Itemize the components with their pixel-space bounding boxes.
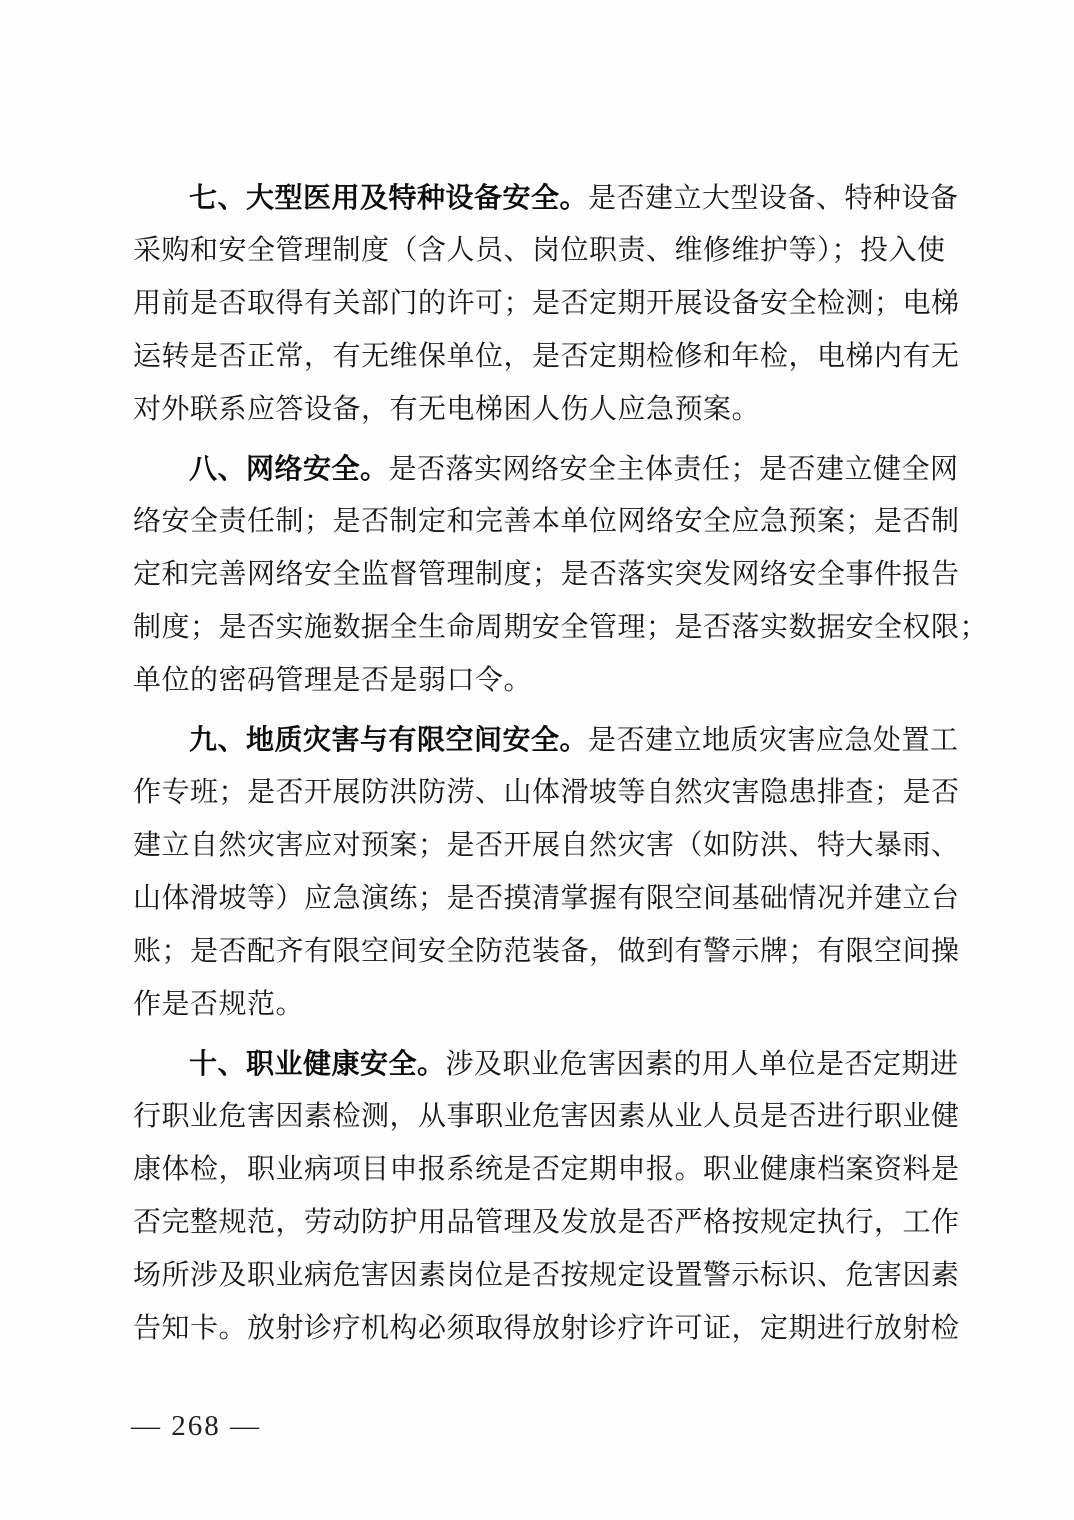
- text-line: 场所涉及职业病危害因素岗位是否按规定设置警示标识、危害因素: [133, 1260, 960, 1291]
- text-line: [133, 171, 959, 224]
- paragraph-8-heading: 八、网络安全。: [189, 453, 389, 484]
- paragraph-9-heading: 九、地质灾害与有限空间安全。: [189, 724, 589, 755]
- text-line: 山体滑坡等）应急演练；是否摸清掌握有限空间基础情况并建立台: [133, 883, 960, 914]
- text-line: [133, 1037, 959, 1090]
- text-line: 对外联系应答设备，有无电梯困人伤人应急预案。: [133, 394, 761, 425]
- text-line: 用前是否取得有关部门的许可；是否定期开展设备安全检测；电梯: [133, 288, 960, 319]
- page-number: — 268 —: [131, 1410, 261, 1442]
- text-run: 是否落实网络安全主体责任；是否建立健全网: [388, 454, 959, 485]
- paragraph-7: [133, 171, 960, 436]
- text-line: 告知卡。放射诊疗机构必须取得放射诊疗许可证，定期进行放射检: [133, 1313, 960, 1344]
- text-run: 涉及职业危害因素的用人单位是否定期进: [445, 1049, 959, 1080]
- text-line: 康体检，职业病项目申报系统是否定期申报。职业健康档案资料是: [133, 1154, 960, 1185]
- text-line: 采购和安全管理制度（含人员、岗位职责、维修维护等）；投入使: [133, 235, 946, 266]
- paragraph-10-heading: 十、职业健康安全。: [189, 1048, 446, 1079]
- text-run: 是否建立大型设备、特种设备: [588, 183, 959, 214]
- text-line: 定和完善网络安全监督管理制度；是否落实突发网络安全事件报告: [133, 559, 960, 590]
- text-line: 行职业危害因素检测，从事职业危害因素从业人员是否进行职业健: [133, 1101, 960, 1132]
- text-line: [133, 442, 959, 495]
- text-block: [133, 171, 989, 1355]
- paragraph-9: [133, 713, 960, 1031]
- text-line: 账；是否配齐有限空间安全防范装备，做到有警示牌；有限空间操: [133, 936, 960, 967]
- text-line: 制度；是否实施数据全生命周期安全管理；是否落实数据安全权限；: [133, 612, 989, 643]
- text-line: 建立自然灾害应对预案；是否开展自然灾害（如防洪、特大暴雨、: [133, 830, 960, 861]
- text-line: 作专班；是否开展防洪防涝、山体滑坡等自然灾害隐患排查；是否: [133, 777, 960, 808]
- text-line: 否完整规范，劳动防护用品管理及发放是否严格按规定执行，工作: [133, 1207, 960, 1238]
- paragraph-8: [133, 442, 989, 707]
- text-line: [133, 713, 959, 766]
- paragraph-10: [133, 1037, 960, 1355]
- paragraph-7-heading: 七、大型医用及特种设备安全。: [189, 182, 589, 213]
- text-line: 运转是否正常，有无维保单位，是否定期检修和年检，电梯内有无: [133, 341, 960, 372]
- text-line: 作是否规范。: [133, 989, 305, 1020]
- text-run: 是否建立地质灾害应急处置工: [588, 725, 959, 756]
- text-line: 单位的密码管理是否是弱口令。: [133, 665, 533, 696]
- text-line: 络安全责任制；是否制定和完善本单位网络安全应急预案；是否制: [133, 506, 960, 537]
